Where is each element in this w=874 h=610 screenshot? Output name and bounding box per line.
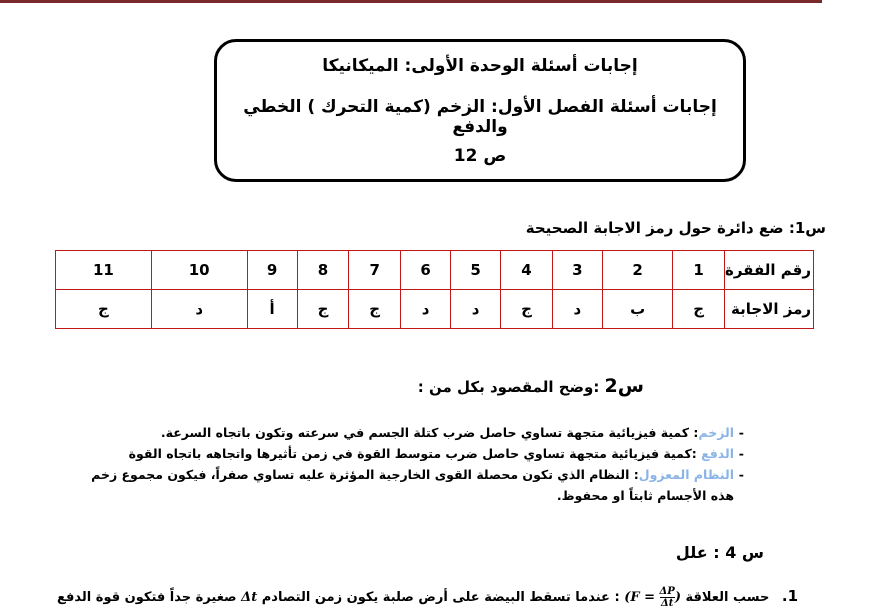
definition-isolated-system: : النظام الذي تكون محصلة القوى الخارجية المؤثرة عليه تساوي صفراً، فيكون مجموع زخم هذه الأجسام ثابتاً او محفوظ. [91,467,734,503]
title-page-number: ص 12 [453,146,507,166]
item-number-cell: 7 [349,251,401,290]
item-text-c: صغيرة جداً فتكون قوة الدفع [57,590,237,605]
answer-cell: ج [673,290,725,329]
question-2-text: :وضح المقصود بكل من : [417,378,605,396]
item-number-cell: 10 [151,251,247,290]
question-2-label: س2 [604,375,644,397]
answer-cell: د [451,290,501,329]
question-4-heading: س 4 : علل [675,543,764,562]
term-momentum: الزخم [698,425,734,440]
question-1-heading: س1: ضع دائرة حول رمز الاجابة الصحيحة [525,219,826,237]
list-item [84,443,744,464]
item-number-cell: 4 [501,251,553,290]
row-header-answers: رمز الاجابة [725,290,814,329]
term-isolated-system: النظام المعزول [638,467,734,482]
list-dash: - [738,446,744,461]
item-number-cell: 2 [602,251,672,290]
item-text-a: حسب العلاقة [685,590,770,605]
answer-cell: ج [297,290,349,329]
question-2-heading [418,375,644,397]
answer-cell: ب [602,290,672,329]
item-number: 1. [781,587,798,605]
row-header-numbers: رقم الفقرة [725,251,814,290]
item-number-cell: 11 [56,251,152,290]
title-line-2: إجابات أسئلة الفصل الأول: الزخم (كمية التحرك ) الخطي والدفع [243,97,717,137]
answer-cell: د [151,290,247,329]
answer-cell: ج [349,290,401,329]
item-number-cell: 6 [401,251,451,290]
table-row-numbers [56,251,814,290]
answer-cell: د [401,290,451,329]
term-impulse: الدفع [701,446,734,461]
answer-cell: د [552,290,602,329]
top-rule [0,0,822,3]
item-number-cell: 9 [247,251,297,290]
answer-cell: أ [247,290,297,329]
answer-cell: ج [56,290,152,329]
title-line-1: إجابات أسئلة الوحدة الأولى: الميكانيكا [322,56,638,76]
delta-t: Δt [241,590,258,605]
list-item [84,422,744,443]
item-number-cell: 5 [451,251,501,290]
answers-table [55,250,814,329]
definition-momentum: : كمية فيزيائية متجهة تساوي حاصل ضرب كتلة الجسم في سرعته وتكون باتجاه السرعة. [160,425,699,440]
item-number-cell: 8 [297,251,349,290]
list-dash: - [738,425,744,440]
title-box [214,39,746,182]
definitions-list [84,422,744,506]
table-row-answers [56,290,814,329]
question-4-item-1 [58,586,798,609]
formula-denominator: Δt [660,598,674,609]
impulse-formula: (F = $\frac{\Delta P}{\Delta t}$ ) [624,586,681,609]
list-dash: - [738,467,744,482]
formula-fraction [660,586,675,609]
item-number-cell: 1 [673,251,725,290]
definition-impulse: :كمية فيزيائية متجهة تساوي حاصل ضرب متوسط القوة في زمن تأثيرها واتجاهه باتجاه القوة [128,446,702,461]
item-text-b: : عندما تسقط البيضة على أرض صلبة يكون زمن التصادم [261,590,620,605]
formula-numerator: ΔP [659,586,675,597]
answer-cell: ج [501,290,553,329]
list-item [84,464,744,506]
formula-lhs: F = [630,590,655,605]
item-number-cell: 3 [552,251,602,290]
